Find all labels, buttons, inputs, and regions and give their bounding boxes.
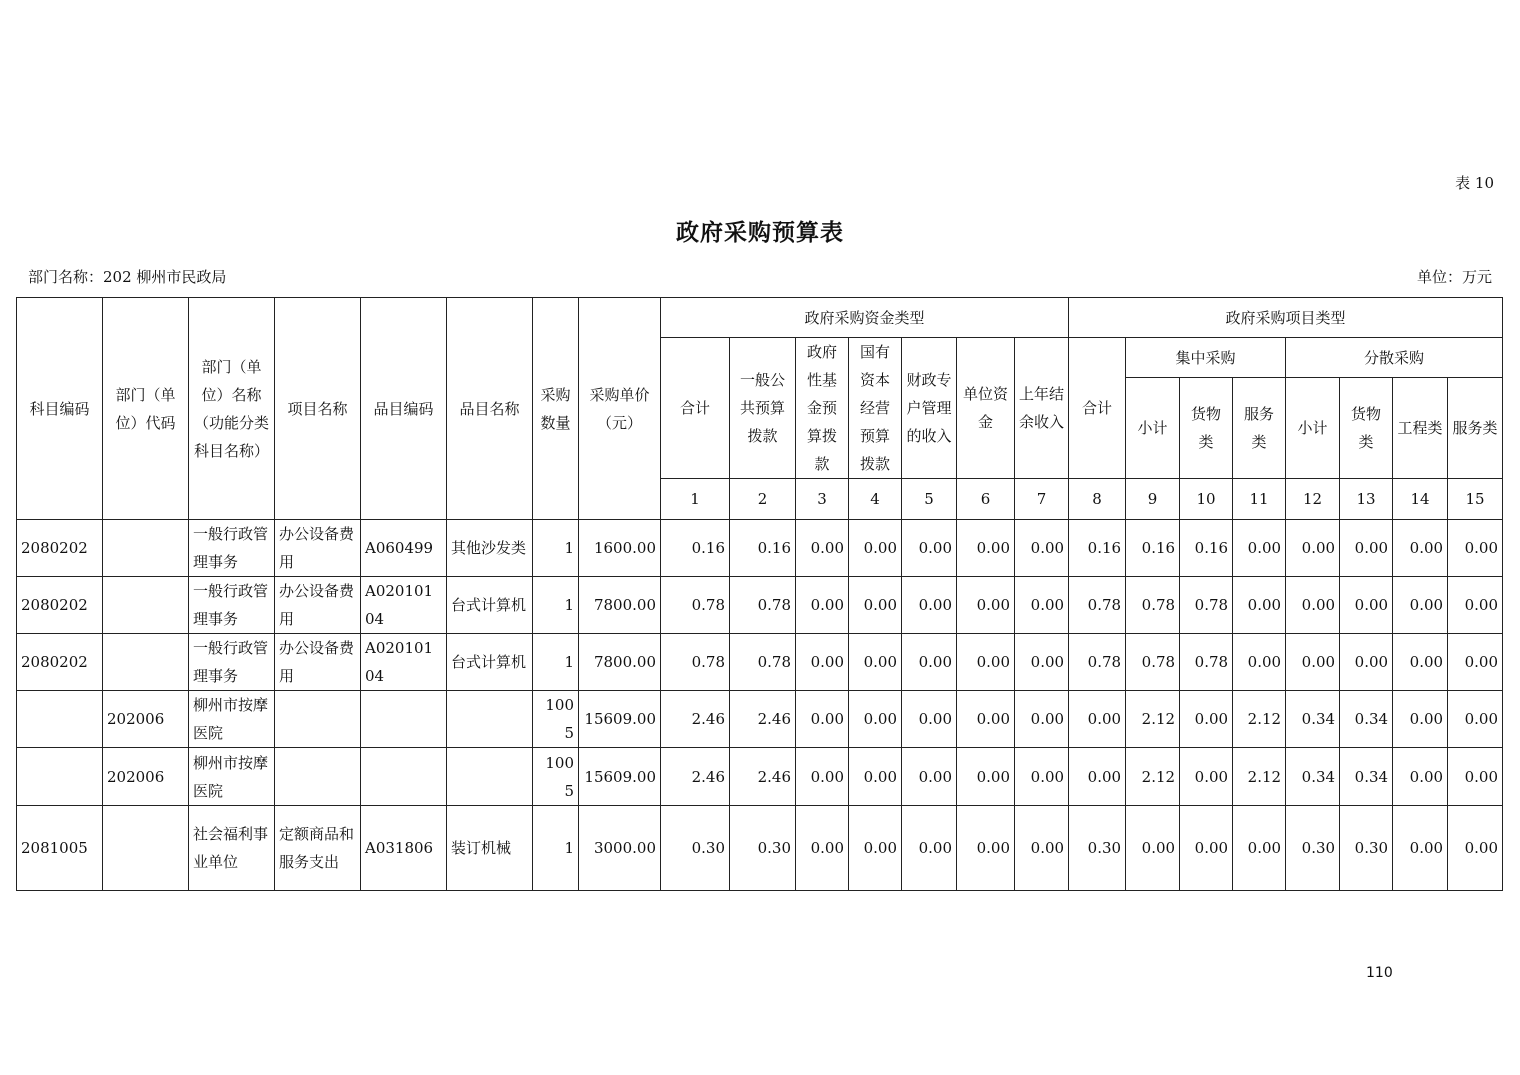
cell-project-name: 定额商品和服务支出	[275, 806, 361, 891]
cell-amount: 0.16	[1069, 520, 1126, 577]
cell-subject-code: 2081005	[17, 806, 103, 891]
cell-amount: 0.30	[730, 806, 796, 891]
cell-dept-code: 202006	[103, 748, 189, 806]
cell-dept-name: 一般行政管理事务	[189, 577, 275, 634]
unit-label: 单位：万元	[1416, 268, 1492, 286]
header-state-capital: 国有资本经营预算拨款	[849, 338, 902, 479]
cell-amount: 0.34	[1286, 748, 1340, 806]
cell-amount: 0.00	[902, 691, 957, 748]
cell-subject-code: 2080202	[17, 634, 103, 691]
cell-amount: 0.30	[1069, 806, 1126, 891]
header-project-total: 合计	[1069, 338, 1126, 479]
cell-amount: 0.00	[849, 577, 902, 634]
header-d-goods: 货物类	[1340, 378, 1393, 479]
cell-amount: 0.00	[1393, 634, 1448, 691]
table-row	[17, 520, 1503, 577]
cell-amount: 0.78	[1069, 634, 1126, 691]
cell-amount: 0.00	[1286, 520, 1340, 577]
cell-item-name	[447, 691, 533, 748]
cell-subject-code: 2080202	[17, 520, 103, 577]
cell-quantity: 1	[533, 577, 579, 634]
cell-item-code: A031806	[361, 806, 447, 891]
cell-amount: 2.12	[1233, 691, 1286, 748]
header-unit-price: 采购单价（元）	[579, 298, 661, 520]
cell-amount: 2.46	[661, 748, 730, 806]
cell-amount: 0.78	[1180, 634, 1233, 691]
header-quantity: 采购数量	[533, 298, 579, 520]
cell-amount: 0.16	[1180, 520, 1233, 577]
cell-unit-price: 1600.00	[579, 520, 661, 577]
table-row	[17, 577, 1503, 634]
cell-amount: 0.00	[957, 691, 1015, 748]
cell-amount: 0.00	[1448, 634, 1503, 691]
cell-amount: 0.00	[1233, 634, 1286, 691]
cell-amount: 0.78	[730, 577, 796, 634]
cell-amount: 0.34	[1286, 691, 1340, 748]
cell-dept-name: 一般行政管理事务	[189, 520, 275, 577]
header-project-name: 项目名称	[275, 298, 361, 520]
table-row	[17, 748, 1503, 806]
cell-quantity: 1005	[533, 748, 579, 806]
cell-amount: 2.46	[661, 691, 730, 748]
header-centralized: 集中采购	[1126, 338, 1286, 378]
cell-amount: 0.00	[1233, 806, 1286, 891]
cell-unit-price: 7800.00	[579, 577, 661, 634]
header-c-goods: 货物类	[1180, 378, 1233, 479]
cell-item-code: A02010104	[361, 634, 447, 691]
column-number: 10	[1180, 479, 1233, 520]
cell-amount: 0.78	[1126, 577, 1180, 634]
header-c-service: 服务类	[1233, 378, 1286, 479]
cell-quantity: 1	[533, 520, 579, 577]
cell-amount: 0.00	[902, 748, 957, 806]
cell-dept-code	[103, 634, 189, 691]
table-row	[17, 691, 1503, 748]
cell-amount: 0.30	[1340, 806, 1393, 891]
cell-amount: 0.00	[849, 748, 902, 806]
cell-quantity: 1005	[533, 691, 579, 748]
cell-amount: 0.78	[1069, 577, 1126, 634]
cell-project-name: 办公设备费用	[275, 520, 361, 577]
cell-amount: 0.00	[1015, 806, 1069, 891]
cell-amount: 0.30	[1286, 806, 1340, 891]
cell-item-code: A02010104	[361, 577, 447, 634]
cell-project-name: 办公设备费用	[275, 634, 361, 691]
cell-item-name: 台式计算机	[447, 634, 533, 691]
header-general-budget: 一般公共预算拨款	[730, 338, 796, 479]
column-number: 1	[661, 479, 730, 520]
header-project-type: 政府采购项目类型	[1069, 298, 1503, 338]
cell-amount: 0.30	[661, 806, 730, 891]
cell-amount: 0.00	[1069, 748, 1126, 806]
table-row	[17, 806, 1503, 891]
cell-amount: 0.00	[1233, 520, 1286, 577]
column-number: 11	[1233, 479, 1286, 520]
cell-dept-name: 社会福利事业单位	[189, 806, 275, 891]
cell-amount: 0.16	[1126, 520, 1180, 577]
cell-dept-name: 柳州市按摩医院	[189, 691, 275, 748]
header-item-code: 品目编码	[361, 298, 447, 520]
cell-amount: 0.00	[796, 520, 849, 577]
cell-unit-price: 7800.00	[579, 634, 661, 691]
department-label: 部门名称：202 柳州市民政局	[28, 268, 227, 286]
cell-amount: 2.46	[730, 748, 796, 806]
cell-quantity: 1	[533, 634, 579, 691]
cell-subject-code	[17, 691, 103, 748]
cell-amount: 0.00	[902, 577, 957, 634]
cell-item-code	[361, 748, 447, 806]
column-number: 6	[957, 479, 1015, 520]
cell-subject-code: 2080202	[17, 577, 103, 634]
cell-amount: 0.00	[957, 748, 1015, 806]
cell-amount: 0.00	[849, 806, 902, 891]
cell-amount: 0.00	[796, 806, 849, 891]
cell-dept-code: 202006	[103, 691, 189, 748]
cell-amount: 0.78	[1126, 634, 1180, 691]
cell-amount: 0.00	[1015, 520, 1069, 577]
column-number: 3	[796, 479, 849, 520]
cell-amount: 0.00	[796, 691, 849, 748]
cell-amount: 0.00	[957, 520, 1015, 577]
cell-item-code: A060499	[361, 520, 447, 577]
column-number: 15	[1448, 479, 1503, 520]
header-item-name: 品目名称	[447, 298, 533, 520]
cell-amount: 0.00	[1015, 691, 1069, 748]
column-number: 2	[730, 479, 796, 520]
cell-amount: 0.00	[849, 634, 902, 691]
cell-unit-price: 15609.00	[579, 748, 661, 806]
cell-unit-price: 15609.00	[579, 691, 661, 748]
cell-amount: 0.00	[1448, 806, 1503, 891]
cell-amount: 0.00	[1286, 634, 1340, 691]
cell-amount: 0.00	[796, 634, 849, 691]
header-d-subtotal: 小计	[1286, 378, 1340, 479]
cell-amount: 2.12	[1233, 748, 1286, 806]
cell-dept-code	[103, 577, 189, 634]
cell-amount: 0.00	[957, 634, 1015, 691]
table-row	[17, 634, 1503, 691]
cell-amount: 0.00	[1393, 748, 1448, 806]
cell-amount: 0.00	[1448, 577, 1503, 634]
header-last-year-balance: 上年结余收入	[1015, 338, 1069, 479]
cell-amount: 0.00	[1448, 520, 1503, 577]
cell-amount: 0.00	[1448, 691, 1503, 748]
cell-amount: 0.00	[1233, 577, 1286, 634]
cell-amount: 0.00	[1448, 748, 1503, 806]
cell-amount: 0.00	[1393, 806, 1448, 891]
cell-amount: 0.00	[1340, 520, 1393, 577]
cell-quantity: 1	[533, 806, 579, 891]
header-dept-name: 部门（单位）名称（功能分类科目名称）	[189, 298, 275, 520]
cell-amount: 2.12	[1126, 748, 1180, 806]
cell-amount: 0.16	[730, 520, 796, 577]
column-number: 7	[1015, 479, 1069, 520]
header-c-subtotal: 小计	[1126, 378, 1180, 479]
cell-item-name: 其他沙发类	[447, 520, 533, 577]
page-number: 110	[1366, 965, 1393, 981]
cell-amount: 0.00	[1393, 691, 1448, 748]
cell-dept-name: 柳州市按摩医院	[189, 748, 275, 806]
cell-amount: 0.00	[1286, 577, 1340, 634]
column-number: 12	[1286, 479, 1340, 520]
cell-amount: 0.00	[1126, 806, 1180, 891]
cell-amount: 0.00	[902, 806, 957, 891]
header-special-account: 财政专户管理的收入	[902, 338, 957, 479]
cell-amount: 0.00	[796, 748, 849, 806]
cell-amount: 0.00	[849, 691, 902, 748]
cell-amount: 0.16	[661, 520, 730, 577]
header-decentralized: 分散采购	[1286, 338, 1503, 378]
header-dept-code: 部门（单位）代码	[103, 298, 189, 520]
cell-amount: 0.78	[661, 634, 730, 691]
cell-item-name: 装订机械	[447, 806, 533, 891]
cell-amount: 0.00	[796, 577, 849, 634]
cell-unit-price: 3000.00	[579, 806, 661, 891]
header-fund-total: 合计	[661, 338, 730, 479]
cell-item-name	[447, 748, 533, 806]
cell-amount: 0.34	[1340, 691, 1393, 748]
cell-amount: 2.12	[1126, 691, 1180, 748]
header-d-service: 服务类	[1448, 378, 1503, 479]
cell-amount: 0.78	[730, 634, 796, 691]
cell-amount: 0.00	[1180, 748, 1233, 806]
column-number: 9	[1126, 479, 1180, 520]
cell-amount: 0.00	[902, 520, 957, 577]
cell-amount: 0.78	[1180, 577, 1233, 634]
cell-amount: 0.00	[902, 634, 957, 691]
header-fund-type: 政府采购资金类型	[661, 298, 1069, 338]
header-subject-code: 科目编码	[17, 298, 103, 520]
cell-amount: 0.00	[1015, 748, 1069, 806]
cell-item-code	[361, 691, 447, 748]
column-number: 5	[902, 479, 957, 520]
column-number: 13	[1340, 479, 1393, 520]
cell-project-name	[275, 748, 361, 806]
column-number: 4	[849, 479, 902, 520]
table-number: 表 10	[1455, 174, 1494, 192]
cell-project-name	[275, 691, 361, 748]
cell-item-name: 台式计算机	[447, 577, 533, 634]
cell-amount: 0.00	[957, 806, 1015, 891]
cell-amount: 0.00	[1340, 577, 1393, 634]
cell-dept-code	[103, 806, 189, 891]
cell-dept-code	[103, 520, 189, 577]
cell-amount: 2.46	[730, 691, 796, 748]
cell-amount: 0.78	[661, 577, 730, 634]
column-number: 8	[1069, 479, 1126, 520]
cell-amount: 0.00	[1015, 577, 1069, 634]
cell-amount: 0.00	[1180, 691, 1233, 748]
page-title: 政府采购预算表	[676, 219, 844, 246]
header-gov-fund: 政府性基金预算拨款	[796, 338, 849, 479]
cell-amount: 0.34	[1340, 748, 1393, 806]
procurement-budget-table	[16, 297, 1503, 891]
header-d-engineering: 工程类	[1393, 378, 1448, 479]
header-unit-fund: 单位资金	[957, 338, 1015, 479]
cell-amount: 0.00	[1393, 577, 1448, 634]
cell-amount: 0.00	[1340, 634, 1393, 691]
cell-amount: 0.00	[1069, 691, 1126, 748]
cell-amount: 0.00	[849, 520, 902, 577]
column-number: 14	[1393, 479, 1448, 520]
cell-project-name: 办公设备费用	[275, 577, 361, 634]
cell-subject-code	[17, 748, 103, 806]
cell-amount: 0.00	[1393, 520, 1448, 577]
cell-dept-name: 一般行政管理事务	[189, 634, 275, 691]
cell-amount: 0.00	[1180, 806, 1233, 891]
cell-amount: 0.00	[1015, 634, 1069, 691]
cell-amount: 0.00	[957, 577, 1015, 634]
